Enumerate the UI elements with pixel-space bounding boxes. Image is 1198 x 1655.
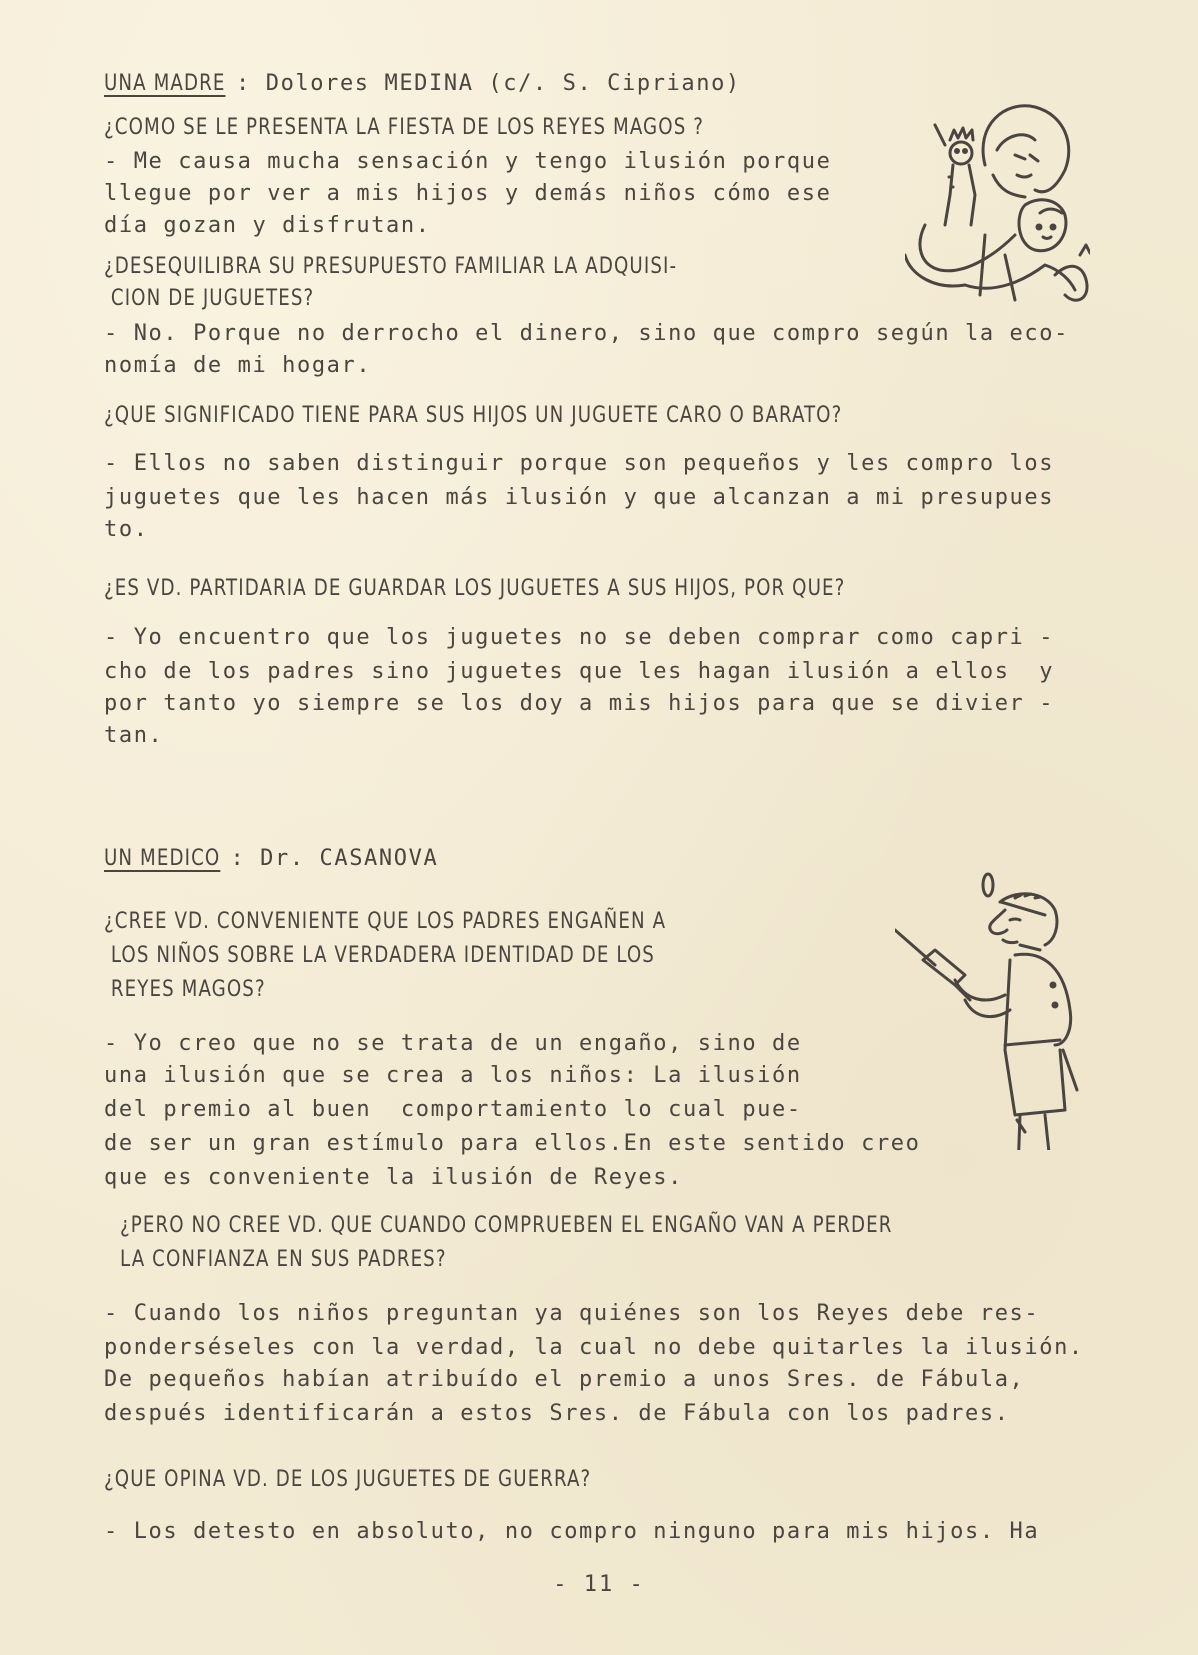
answer-text: cho de los padres sino juguetes que les hagan ilusión a ellos y bbox=[104, 659, 1055, 684]
answer-text: De pequeños habían atribuído el premio a unos Sres. de Fábula, bbox=[104, 1367, 1025, 1392]
interviewee-name: : Dolores MEDINA (c/. S. Cipriano) bbox=[236, 71, 741, 96]
mother-illustration bbox=[905, 95, 1090, 310]
answer-text: - Ellos no saben distinguir porque son pequeños y les compro los bbox=[104, 451, 1055, 476]
question-text: ¿DESEQUILIBRA SU PRESUPUESTO FAMILIAR LA ADQUISI- bbox=[104, 254, 678, 279]
answer-text: de ser un gran estímulo para ellos.En este sentido creo bbox=[104, 1131, 921, 1156]
question-text: ¿COMO SE LE PRESENTA LA FIESTA DE LOS REYES MAGOS ? bbox=[104, 115, 705, 140]
question-text: LA CONFIANZA EN SUS PADRES? bbox=[120, 1247, 447, 1272]
answer-text: día gozan y disfrutan. bbox=[104, 213, 431, 238]
question-text: ¿ES VD. PARTIDARIA DE GUARDAR LOS JUGUETES A SUS HIJOS, POR QUE? bbox=[104, 576, 846, 601]
section-header-mother bbox=[104, 70, 741, 98]
answer-text: una ilusión que se crea a los niños: La ilusión bbox=[104, 1063, 802, 1088]
answer-text: - Cuando los niños preguntan ya quiénes son los Reyes debe res- bbox=[104, 1301, 1040, 1326]
question-text: ¿CREE VD. CONVENIENTE QUE LOS PADRES ENGAÑEN A bbox=[104, 909, 667, 934]
question-text: ¿QUE OPINA VD. DE LOS JUGUETES DE GUERRA? bbox=[104, 1467, 592, 1492]
answer-text: ponderséseles con la verdad, la cual no debe quitarles la ilusión. bbox=[104, 1335, 1084, 1360]
answer-text: - Me causa mucha sensación y tengo ilusión porque bbox=[104, 149, 832, 174]
answer-text: juguetes que les hacen más ilusión y que alcanzan a mi presupues bbox=[104, 485, 1055, 510]
question-text: ¿QUE SIGNIFICADO TIENE PARA SUS HIJOS UN JUGUETE CARO O BARATO? bbox=[104, 403, 843, 428]
answer-text: que es conveniente la ilusión de Reyes. bbox=[104, 1165, 683, 1190]
answer-text: - Yo creo que no se trata de un engaño, sino de bbox=[104, 1031, 802, 1056]
doctor-illustration bbox=[895, 870, 1095, 1150]
answer-text: - Yo encuentro que los juguetes no se deben comprar como capri - bbox=[104, 625, 1055, 650]
answer-text: después identificarán a estos Sres. de Fábula con los padres. bbox=[104, 1401, 1010, 1426]
section-label: UN MEDICO bbox=[104, 846, 221, 871]
answer-text: to. bbox=[104, 517, 149, 542]
page-number: - 11 - bbox=[553, 1572, 645, 1597]
answer-text: nomía de mi hogar. bbox=[104, 353, 372, 378]
question-text: LOS NIÑOS SOBRE LA VERDADERA IDENTIDAD DE LOS bbox=[104, 943, 655, 968]
section-header-doctor bbox=[104, 845, 438, 873]
section-label: UNA MADRE bbox=[104, 71, 226, 96]
question-text: CION DE JUGUETES? bbox=[104, 286, 315, 311]
question-text: REYES MAGOS? bbox=[104, 977, 266, 1002]
answer-text: llegue por ver a mis hijos y demás niños cómo ese bbox=[104, 181, 832, 206]
interviewee-name: : Dr. CASANOVA bbox=[230, 846, 439, 871]
answer-text: - No. Porque no derrocho el dinero, sino que compro según la eco- bbox=[104, 321, 1069, 346]
answer-text: por tanto yo siempre se los doy a mis hijos para que se divier - bbox=[104, 691, 1055, 716]
answer-text: - Los detesto en absoluto, no compro ninguno para mis hijos. Ha bbox=[104, 1519, 1040, 1544]
answer-text: del premio al buen comportamiento lo cual pue- bbox=[104, 1097, 802, 1122]
answer-text: tan. bbox=[104, 723, 164, 748]
question-text: ¿PERO NO CREE VD. QUE CUANDO COMPRUEBEN EL ENGAÑO VAN A PERDER bbox=[120, 1213, 893, 1238]
